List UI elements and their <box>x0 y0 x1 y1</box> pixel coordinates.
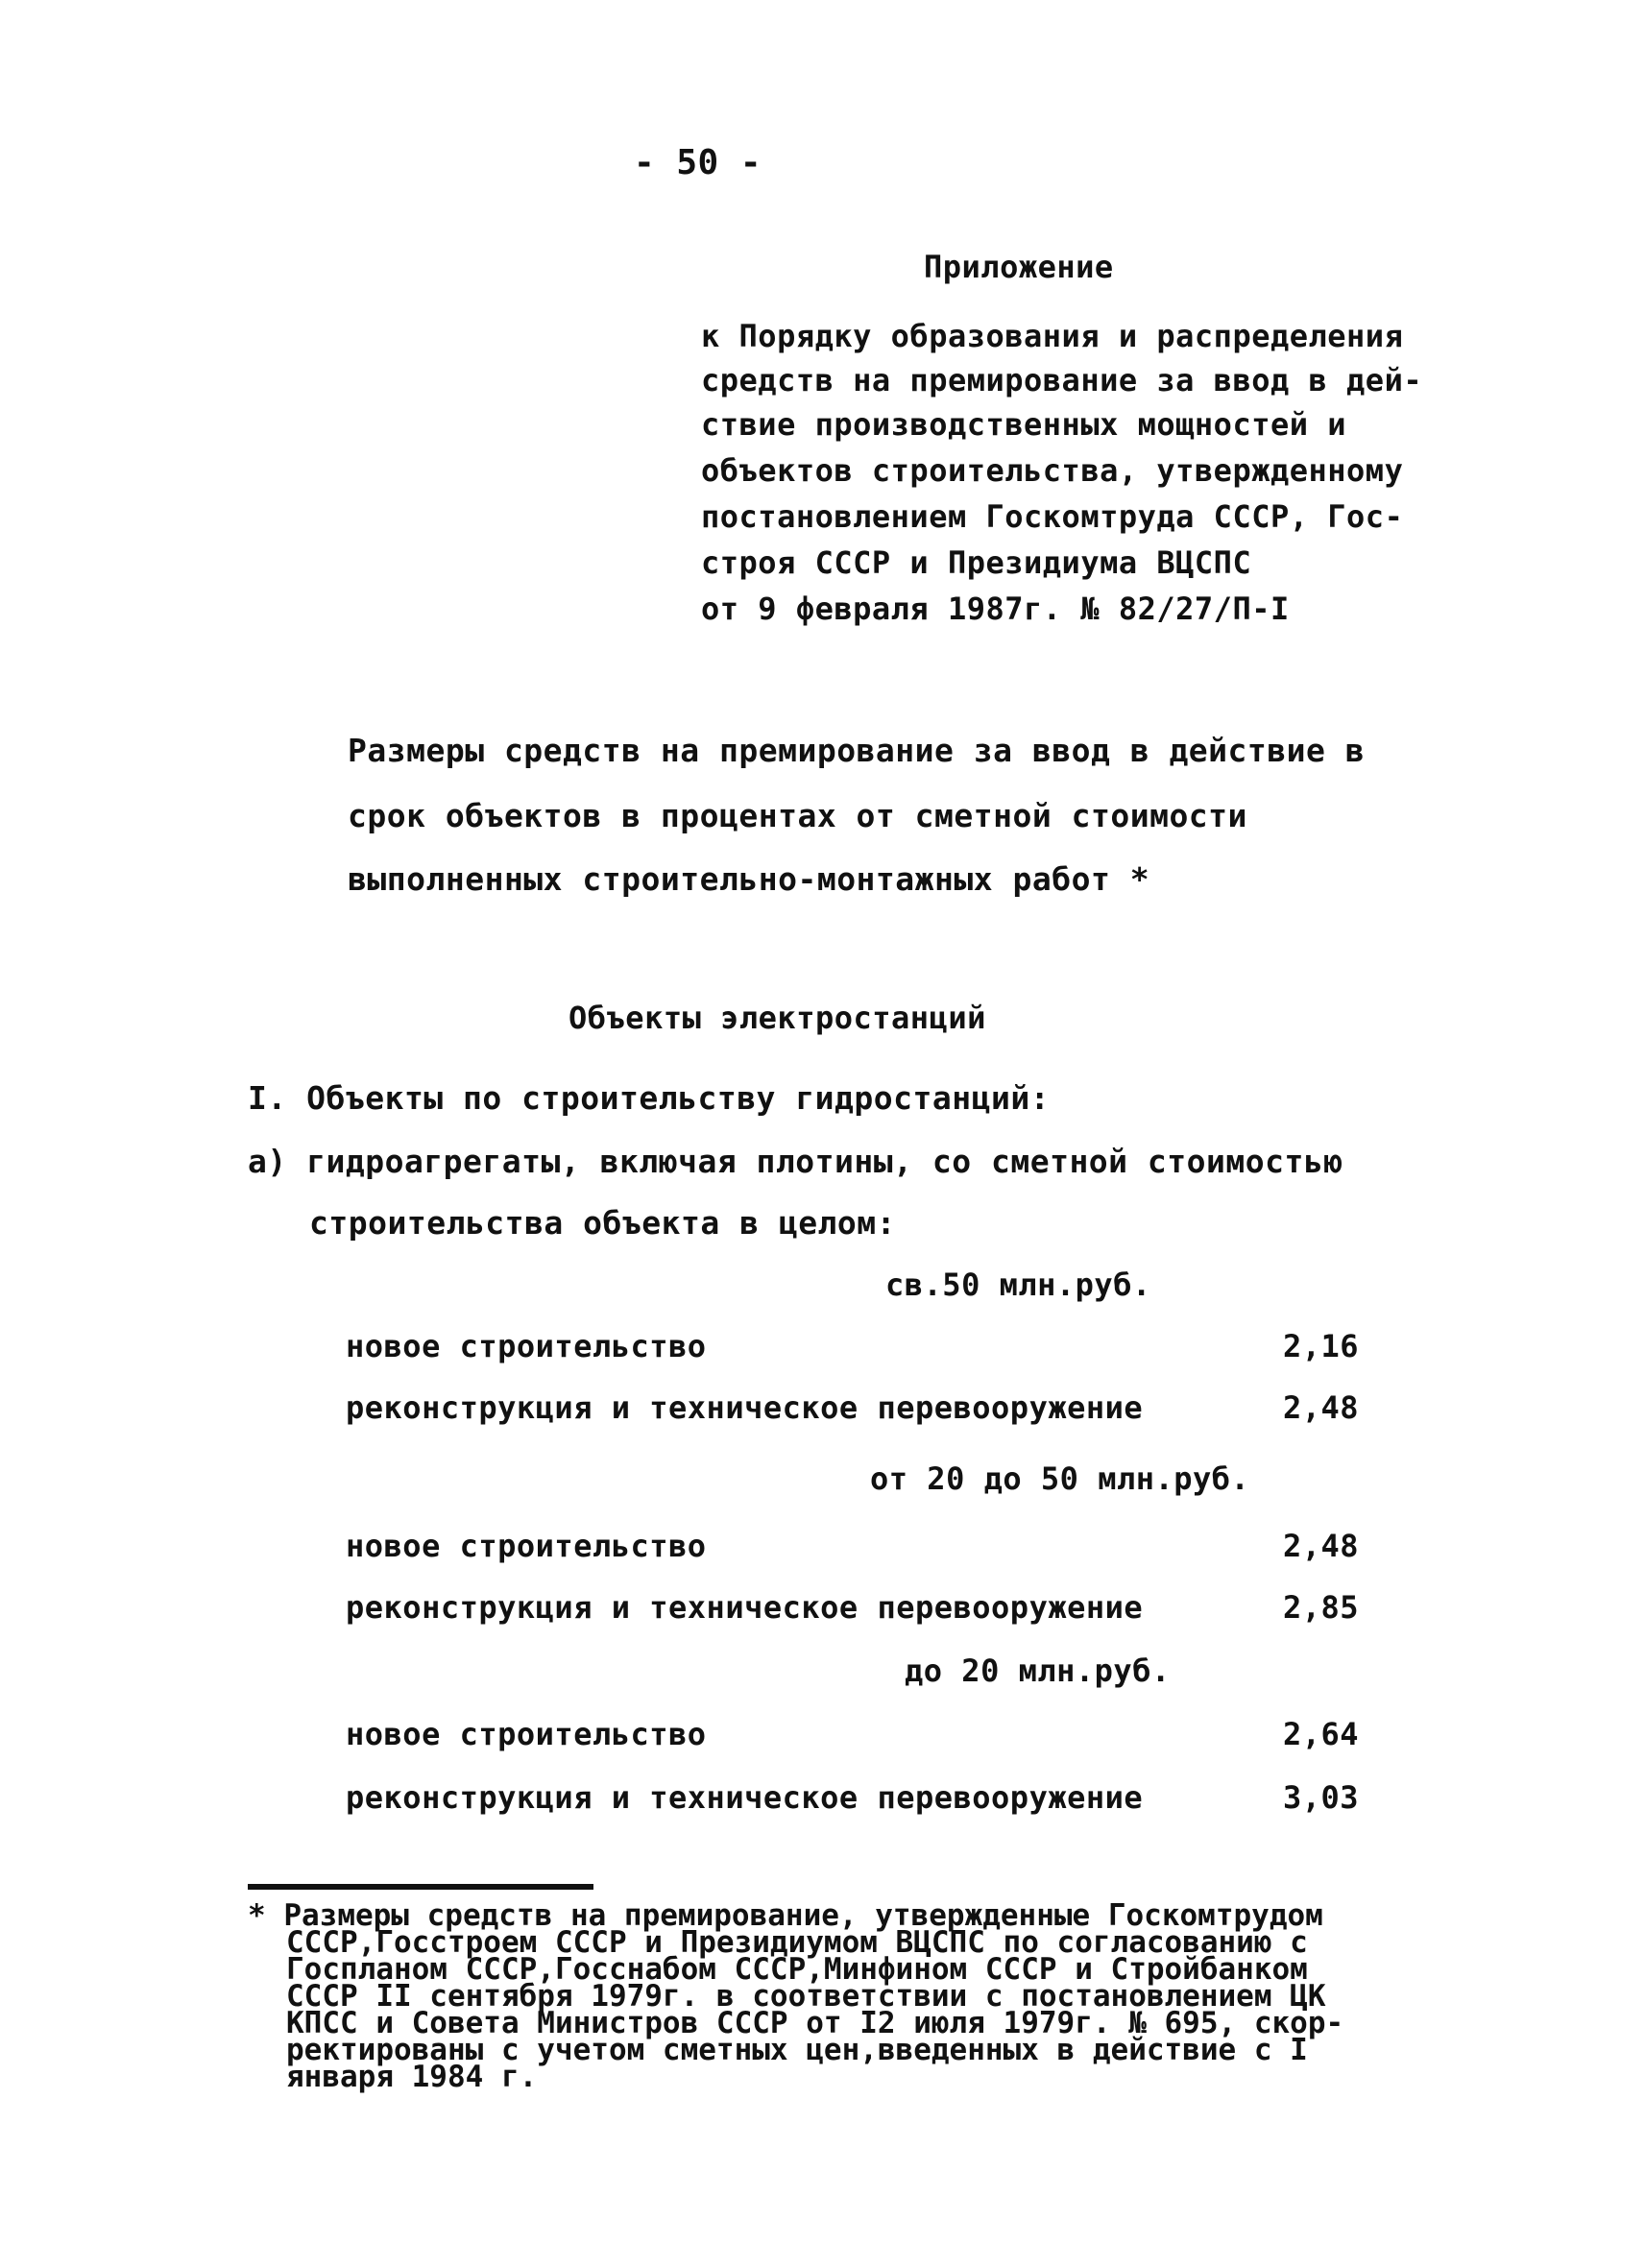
row-value: 2,48 <box>1283 1528 1360 1564</box>
range-heading: до 20 млн.руб. <box>905 1653 1171 1689</box>
footnote-divider <box>248 1884 593 1890</box>
heading-line: Размеры средств на премирование за ввод в действие в <box>348 732 1366 769</box>
appendix-line: средств на премирование за ввод в дей- <box>701 362 1423 398</box>
appendix-title: Приложение <box>924 249 1114 285</box>
footnote-line: ректированы с учетом сметных цен,введенных в действие с I <box>286 2033 1308 2067</box>
item-a-continued: строительства объекта в целом: <box>309 1204 897 1242</box>
item-a: а) гидроагрегаты, включая плотины, со сметной стоимостью <box>248 1143 1343 1180</box>
footnote-line: января 1984 г. <box>286 2060 538 2094</box>
row-label: новое строительство <box>346 1328 707 1364</box>
row-value: 2,85 <box>1283 1589 1360 1626</box>
range-heading: от 20 до 50 млн.руб. <box>870 1460 1250 1497</box>
row-label: реконструкция и техническое перевооружение <box>346 1389 1144 1426</box>
row-label: реконструкция и техническое перевооружение <box>346 1779 1144 1816</box>
footnote-line: СССР II сентября 1979г. в соответствии с постановлением ЦК <box>286 1979 1326 2014</box>
row-value: 2,64 <box>1283 1716 1360 1752</box>
appendix-line: постановлением Госкомтруда СССР, Гос- <box>701 498 1404 535</box>
appendix-line: ствие производственных мощностей и <box>701 406 1347 443</box>
footnote-line: КПСС и Совета Министров СССР от I2 июля 1979г. № 695, скор- <box>286 2006 1344 2040</box>
heading-line: выполненных строительно-монтажных работ * <box>348 860 1150 898</box>
footnote-line: Госпланом СССР,Госснабом СССР,Минфином СССР и Стройбанком <box>286 1952 1308 1987</box>
section-title: Объекты электростанций <box>568 1000 986 1036</box>
row-label: новое строительство <box>346 1716 707 1752</box>
footnote-line: * Размеры средств на премирование, утвержденные Госкомтрудом <box>248 1898 1323 1933</box>
appendix-line: объектов строительства, утвержденному <box>701 452 1404 489</box>
range-heading: св.50 млн.руб. <box>885 1267 1151 1303</box>
row-value: 3,03 <box>1283 1779 1360 1816</box>
row-label: реконструкция и техническое перевооружение <box>346 1589 1144 1626</box>
appendix-line: к Порядку образования и распределения <box>701 318 1404 354</box>
footnote-line: СССР,Госстроем СССР и Президиумом ВЦСПС по согласованию с <box>286 1925 1308 1960</box>
row-label: новое строительство <box>346 1528 707 1564</box>
heading-line: срок объектов в процентах от сметной стоимости <box>348 797 1247 834</box>
appendix-line: от 9 февраля 1987г. № 82/27/П-I <box>701 591 1290 627</box>
row-value: 2,48 <box>1283 1389 1360 1426</box>
appendix-line: строя СССР и Президиума ВЦСПС <box>701 544 1252 581</box>
row-value: 2,16 <box>1283 1328 1360 1364</box>
item-1: I. Объекты по строительству гидростанций: <box>248 1079 1051 1117</box>
page-number: - 50 - <box>634 143 762 182</box>
